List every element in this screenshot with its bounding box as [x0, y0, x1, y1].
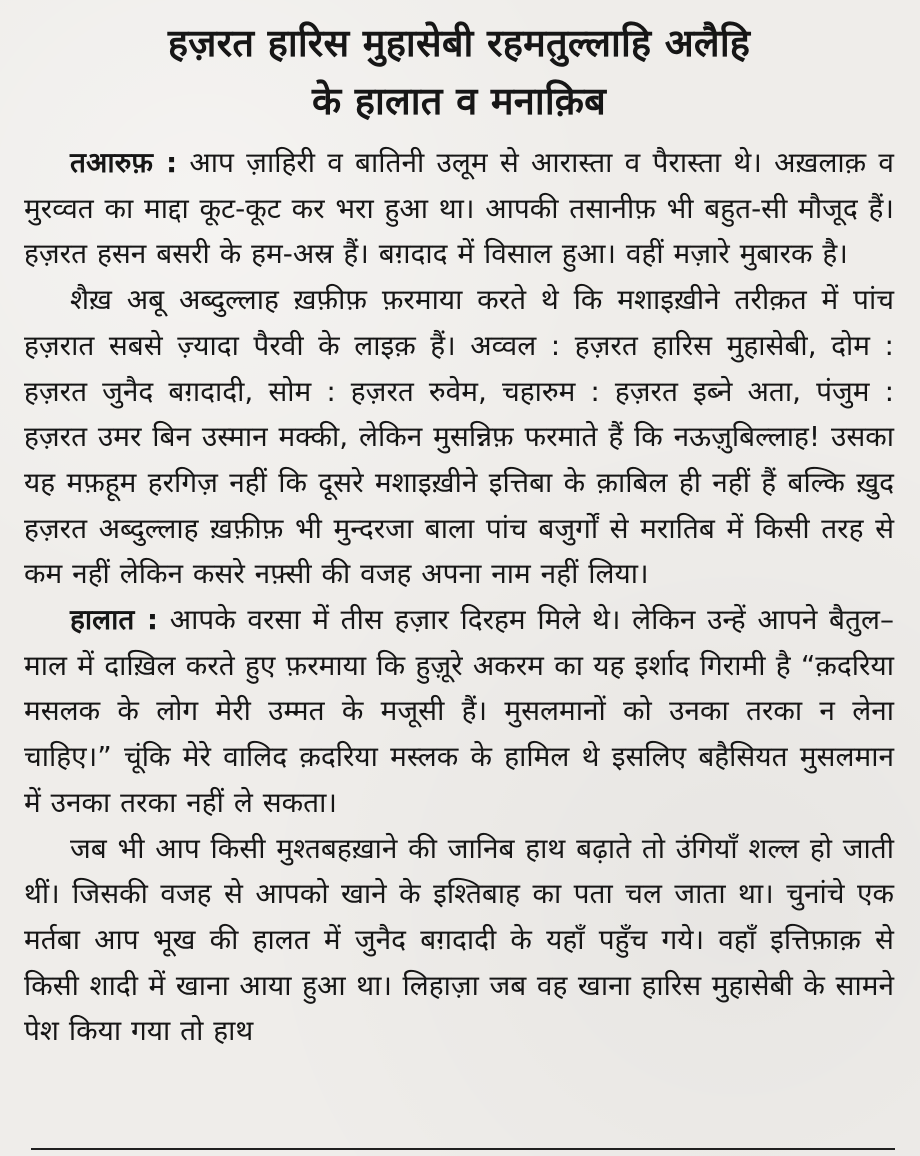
page-title-line-1: हज़रत हारिस मुहासेबी रहमतुल्लाहि अलैहि — [167, 21, 751, 65]
paragraph-doubtful-food — [24, 826, 894, 1055]
page-title-line-2: के हालात व मनाक़िब — [311, 79, 607, 123]
section-label-circumstances: हालात : — [70, 603, 159, 637]
paragraph-circumstances-text: आपके वरसा में तीस हज़ार दिरहम मिले थे। लेकिन उन्हें आपने बैतुल–माल में दाख़िल करते हुए फ़रमाया कि हुज़ूरे अकरम का यह इर्शाद गिरामी है “क़दरिया मसलक के लोग मेरी उम्मत के मजूसी हैं। मुसलमानों को उनका तरका न लेना चाहिए।” चूंकि मेरे वालिद क़दरिया मस्लक के हामिल थे इसलिए बहैसियत मुसलमान में उनका तरका नहीं ले सकता। — [24, 603, 894, 819]
paragraph-introduction — [24, 140, 894, 277]
paragraph-shaikh-khafif-text: शैख़ अबू अब्दुल्लाह ख़फ़ीफ़ फ़रमाया करते थे कि मशाइख़ीने तरीक़त में पांच हज़रात सबसे ज़्यादा पैरवी के लाइक़ हैं। अव्वल : हज़रत हारिस मुहासेबी, दोम : हज़रत जुनैद बग़दादी, सोम : हज़रत रुवेम, चहारुम : हज़रत इब्ने अता, पंजुम : हज़रत उमर बिन उस्मान मक्की, लेकिन मुसन्निफ़ फरमाते हैं कि नऊज़ुबिल्लाह! उसका यह मफ़हूम हरगिज़ नहीं कि दूसरे मशाइख़ीने इत्तिबा के क़ाबिल ही नहीं हैं बल्कि ख़ुद हज़रत अब्दुल्लाह ख़फ़ीफ़ भी मुन्दरजा बाला पांच बजुर्गों से मरातिब में किसी तरह से कम नहीं लेकिन कसरे नफ़्सी की वजह अपना नाम नहीं लिया। — [24, 283, 894, 591]
paragraph-shaikh-khafif — [24, 277, 894, 597]
section-label-introduction: तआरुफ़ : — [70, 146, 178, 179]
body-text — [24, 140, 894, 1054]
page-content — [24, 14, 894, 1054]
bottom-divider — [31, 1148, 895, 1150]
paragraph-doubtful-food-text: जब भी आप किसी मुश्तबहख़ाने की जानिब हाथ बढ़ाते तो उंगियाँ शल्ल हो जाती थीं। जिसकी वजह से आपको खाने के इश्तिबाह का पता चल जाता था। चुनांचे एक मर्तबा आप भूख की हालत में जुनैद बग़दादी के यहाँ पहुँच गये। वहाँ इत्तिफ़ाक़ से किसी शादी में खाना आया हुआ था। लिहाज़ा जब वह खाना हारिस मुहासेबी के सामने पेश किया गया तो हाथ — [24, 831, 894, 1048]
paragraph-circumstances — [24, 597, 894, 826]
paragraph-introduction-text: आप ज़ाहिरी व बातिनी उलूम से आरास्ता व पैरास्ता थे। अख़लाक़ व मुरव्वत का माद्दा कूट-कूट कर भरा हुआ था। आपकी तसानीफ़ भी बहुत-सी मौजूद हैं। हज़रत हसन बसरी के हम-अस्र हैं। बग़दाद में विसाल हुआ। वहीं मज़ारे मुबारक है। — [24, 146, 894, 271]
